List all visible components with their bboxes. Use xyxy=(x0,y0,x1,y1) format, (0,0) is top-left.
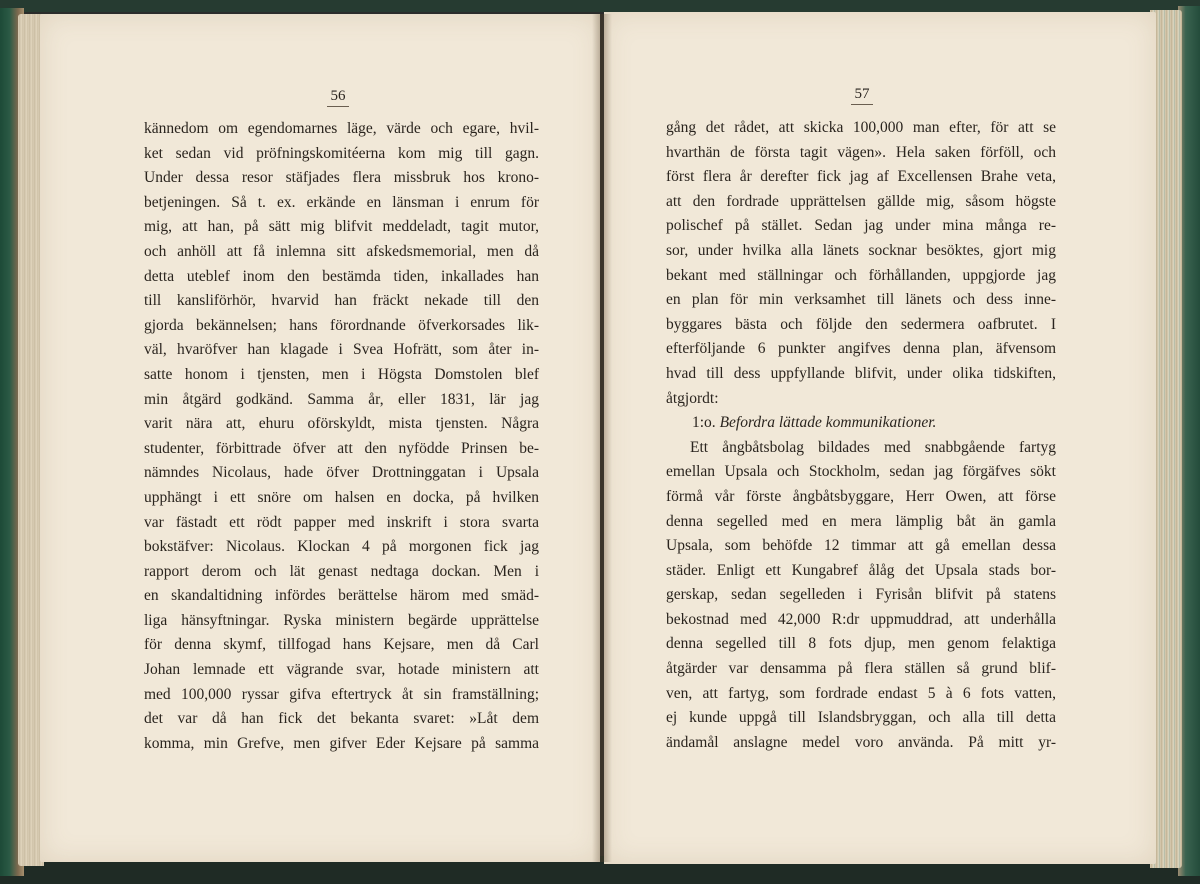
text-line: Under dessa resor stäfjades flera missbruk hos krono- xyxy=(144,169,539,187)
text-line: denna segelled till 8 fots djup, men genom felaktiga xyxy=(666,635,1056,653)
text-line: kännedom om egendomarnes läge, värde och egare, hvil- xyxy=(144,120,539,137)
left-page-number: 56 xyxy=(320,88,356,107)
text-line: till kansliförhör, hvarvid han fräckt nekade till den xyxy=(144,292,539,310)
text-line: och anhöll att få inlemna sitt afskedsmemorial, men då xyxy=(144,242,539,260)
text-line: hvarthän de första tagit vägen». Hela saken förföll, och xyxy=(666,143,1056,161)
text-line: min åtgärd godkänd. Samma år, eller 1831, lär jag xyxy=(144,390,539,408)
text-line: att den fordrade upprättelsen gällde mig, såsom högste xyxy=(666,192,1056,210)
text-line: sor, under hvilka alla länets socknar besöktes, gjort mig xyxy=(666,241,1056,259)
text-line: Ett ångbåtsbolag bildades med snabbgående fartyg xyxy=(690,438,1056,456)
text-line: städer. Enligt ett Kungabref ålåg det Upsala stads bor- xyxy=(666,561,1056,579)
text-line: emellan Upsala och Stockholm, sedan jag förgäfves sökt xyxy=(666,463,1056,481)
text-line: efterföljande 6 punkter angifves denna plan, äfvensom xyxy=(666,340,1056,358)
text-line: varit nära att, ehuru oförskyldt, mista tjensten. Några xyxy=(144,415,539,433)
text-line: med 100,000 ryssar gifva eftertryck åt sin framställning; xyxy=(144,685,539,703)
text-line: rapport derom och lät genast nedtaga dockan. Men i xyxy=(144,562,539,580)
text-line: studenter, förbittrade öfver att den nyfödde Prinsen be- xyxy=(144,439,539,457)
text-line: en skandaltidning infördes berättelse härom med smäd- xyxy=(144,587,539,605)
section-heading xyxy=(666,411,1056,436)
text-line: åtgjordt: xyxy=(666,389,719,407)
text-line: betjeningen. Så t. ex. erkände en länsman i enrum för xyxy=(144,193,539,211)
text-line: en plan för min verksamhet till länets och dess inne- xyxy=(666,291,1056,309)
text-line: det var då han fick det bekanta svaret: »Låt dem xyxy=(144,710,539,728)
section-heading-title: Befordra lättade kommunikationer. xyxy=(719,414,937,432)
text-line: satte honom i tjensten, men i Högsta Domstolen blef xyxy=(144,365,539,383)
text-line: för denna skymf, tillfogad hans Kejsare, men då Carl xyxy=(144,636,539,654)
text-line: åtgärder var densamma på flera ställen så grund blif- xyxy=(666,660,1056,678)
text-line: byggares bästa och följde den sedermera oafbrutet. I xyxy=(666,315,1056,333)
text-line: hvad till dess uppfyllande blifvit, under olika tidskiften, xyxy=(666,364,1056,382)
text-line: bekostnad med 42,000 R:dr uppmuddrad, att underhålla xyxy=(666,610,1056,628)
text-line: förmå vår förste ångbåtsbyggare, Herr Owen, att förse xyxy=(666,487,1056,505)
text-line: ändamål anslagne medel voro använda. På mitt yr- xyxy=(666,733,1056,751)
right-page-text xyxy=(666,116,1056,755)
text-line: först flera år derefter fick jag af Excellensen Brahe veta, xyxy=(666,168,1056,186)
text-line: gerskap, sedan segelleden i Fyrisån blifvit på statens xyxy=(666,586,1056,604)
text-line: liga hänsyftningar. Ryska ministern begärde upprättelse xyxy=(144,611,539,629)
text-line: bekant med ställningar och förhållanden, uppgjorde jag xyxy=(666,266,1056,284)
text-line: upphängt i ett snöre om halsen en docka, på hvilken xyxy=(144,488,539,506)
text-line: gjorda bekännelsen; hans förordnande öfverkorsades lik- xyxy=(144,316,539,334)
text-line: ej kunde uppgå till Islandsbryggan, och alla till detta xyxy=(666,709,1056,727)
text-line: mig, att han, på sätt mig blifvit meddeladt, tagit mutor, xyxy=(144,218,539,236)
right-page-number: 57 xyxy=(844,86,880,105)
text-line: bokstäfver: Nicolaus. Klockan 4 på morgonen fick jag xyxy=(144,538,539,556)
text-line: var fästadt ett rödt papper med inskrift i stora svarta xyxy=(144,513,539,531)
text-line: gång det rådet, att skicka 100,000 man efter, för att se xyxy=(666,119,1056,136)
book-gutter xyxy=(592,14,612,862)
text-line: polischef på stället. Sedan jag under mina många re- xyxy=(666,217,1056,235)
text-line: ven, att fartyg, som fordrade endast 5 à 6 fots vatten, xyxy=(666,684,1056,702)
text-line: ket sedan vid pröfningskomitéerna kom mig till gagn. xyxy=(144,144,539,162)
text-line: denna segelled med en mera lämplig båt än gamla xyxy=(666,512,1056,530)
text-line: nämndes Nicolaus, hade öfver Drottninggatan i Upsala xyxy=(144,464,539,482)
text-line: väl, hvaröfver han klagade i Svea Hofrätt, som åter in- xyxy=(144,341,539,359)
text-line: Upsala, som behöfde 12 timmar att gå emellan dessa xyxy=(666,537,1056,555)
left-page-text xyxy=(144,117,539,756)
text-line: detta uteblef inom den bestämda tiden, inkallades han xyxy=(144,267,539,285)
section-heading-number: 1:o. xyxy=(692,414,716,432)
background-top xyxy=(0,0,1200,12)
text-line: Johan lemnade ett vägrande svar, hotade ministern att xyxy=(144,661,539,679)
text-line: komma, min Grefve, men gifver Eder Kejsare på samma xyxy=(144,734,539,752)
